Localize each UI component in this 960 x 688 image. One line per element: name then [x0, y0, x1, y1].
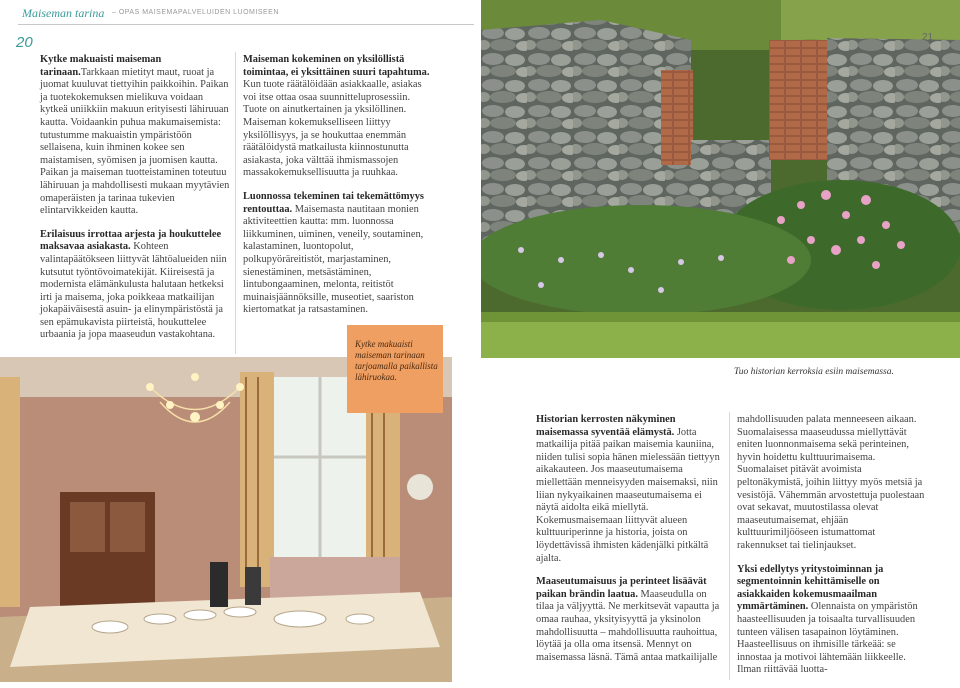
page-number-left: 20: [16, 34, 33, 51]
paragraph-lead: Maiseman kokeminen on yksilöllistä toimintaa, ei yksittäinen suuri tapahtuma.: [243, 54, 430, 78]
paragraph-body: Kun tuote räätälöidään asiakkaalle, asiakas voi itse ottaa osaa suunnitteluprosessiin. Tuote on ainutkertainen ja yksilöllinen. Maiseman kokemukselliseen liittyy yksilöllisyys, ja se houkuttaa enemmän räätälöidystä matkailusta kiinnostunutta asiakasta, joka välttää ihmismassojen massakokemuksellisuutta ja ruuhkaa.: [243, 79, 422, 179]
paragraph-body: mahdollisuuden palata menneeseen aikaan. Suomalaisessa maaseudussa miellyttävät eniten luonnonmaisema sekä perinteinen, hyvin hoidettu kulttuurimaisema. Suomalaiset pitävät avoimista peltonäkymistä, joihin liittyy myös metsiä ja vesistöjä. Vähemmän arvostettuja puolestaan ovat sekavat, muutostilassa olevat maaseutumaisemat, ehjään kulttuurimiljööseen istumattomat rakennukset tai tielinjaukset.: [737, 414, 925, 551]
column-divider: [235, 52, 236, 354]
middle-text-column: [243, 54, 435, 328]
magazine-subtitle: – OPAS MAISEMAPALVELUIDEN LUOMISEEN: [112, 9, 279, 16]
paragraph-body: Kohteen valintapäätökseen liittyvät lähtöalueiden niin kutsutut työntövoimatekijät. Kiireisestä ja modernista elämänkulusta halutaan hetkeksi irti ja maisema, joka poikkeaa matkailijan jokapäiväisestä asuin- ja elinympäristöstä ja sen epämukavista piirteistä, houkuttelee urbaania ja jopa maaseudun vastakohtana.: [40, 241, 227, 341]
paragraph-lead: Luonnossa tekeminen tai tekemättömyys rentouttaa.: [243, 190, 424, 215]
paragraph: [40, 229, 230, 342]
page-number-right: 21: [922, 32, 934, 43]
header-rule: [18, 24, 474, 25]
paragraph-lead: Yksi edellytys yritystoiminnan ja segmentoinnin kehittämiselle on asiakkaiden kokemusmaailman ymmärtäminen.: [737, 563, 884, 613]
left-text-column: [40, 54, 230, 353]
paragraph: [737, 564, 927, 677]
magazine-title: Maiseman tarina: [22, 6, 105, 20]
paragraph-lead: Kytke makuaisti maiseman tarinaan.: [40, 54, 162, 78]
paragraph-body: Tarkkaan mietityt maut, ruoat ja juomat kuuluvat tiettyihin paikkoihin. Paikan ja tuotekokemuksen mielikuva voidaan kytkeä uniikkiin makuun erityisesti lähiruuan kautta. Voidaankin puhua makumaisemista: tutustumme makuaistin ympäristöön sellaisena, kuin ihminen kokee sen maistamisen, syömisen ja juomisen kautta. Paikan ja maiseman tuotteistaminen toteutuu lähiruuan ja mahdollisesti mukaan myytävien omaperäisten ja tarinaa tukevien elintarvikkeiden kautta.: [40, 66, 230, 217]
column-divider: [729, 412, 730, 680]
bottom-text-column-1: [536, 414, 722, 675]
paragraph: [536, 414, 722, 565]
paragraph-body: Jotta matkailija pitää paikan maisemia kauniina, niiden tulisi sopia hänen mielessään tiettyyn aikakauteen. Jos maaseutumaisema miellettään menneisyyden maisemaksi, niin liian nykyaikainen maaseutumaisema ei näytä aidolta eikä miellytä. Kokemusmaisemaan liittyvät alueen kulttuuriperinne ja historia, joista on löydettävissä ihmisten kädenjälki pitkältä ajalta.: [536, 426, 720, 564]
paragraph-body: Maisemasta nautitaan monien aktiviteettien kautta: mm. luonnossa liikkuminen, uiminen, veneily, soutaminen, kalastaminen, luontopolut, polkupyöräreitistöt, marjastaminen, sienestäminen, metsästäminen, lintubongaaminen, melonta, reitistöt muinaisjäännöksille, museotiet, saariston kiertomatkat ja ratsastaminen.: [243, 203, 424, 316]
stone-wall-garden-photo: [481, 0, 960, 358]
paragraph-body: Maaseudulla on tilaa ja väljyyttä. Ne merkitsevät vapautta ja omaa rauhaa, yksityisyyttä ja yksinolon mahdollisuutta – mahdollisuutta rauhoittua, löytää ja olla oma itsensä. Mennyt on maisemassa läsnä. Tämä antaa matkailijalle: [536, 588, 720, 663]
paragraph: [737, 414, 927, 553]
paragraph-lead: Historian kerrosten näkyminen maisemassa syventää elämystä.: [536, 414, 676, 438]
paragraph: [536, 576, 722, 664]
paragraph-lead: Maaseutumaisuus ja perinteet lisäävät paikan brändin laatua.: [536, 576, 707, 600]
paragraph-lead: Erilaisuus irrottaa arjesta ja houkuttelee maksavaa asiakasta.: [40, 228, 222, 253]
photo-caption: Tuo historian kerroksia esiin maisemassa.: [734, 367, 894, 377]
paragraph-body: Olennaista on ympäristön haasteellisuuden ja toisaalta turvallisuuden tunteen välisen tasapainon löytäminen. Haasteellisuus on ihmisille tärkeää: se innostaa ja motivoi lähtemään liikkeelle. Ilman riittävää luotta-: [737, 601, 918, 676]
paragraph: [243, 191, 435, 317]
paragraph: [40, 54, 230, 218]
paragraph: [243, 54, 435, 180]
callout-text: Kytke makuaisti maiseman tarinaan tarjoamalla paikallista lähiruokaa.: [355, 339, 438, 382]
bottom-text-column-2: [737, 414, 927, 688]
